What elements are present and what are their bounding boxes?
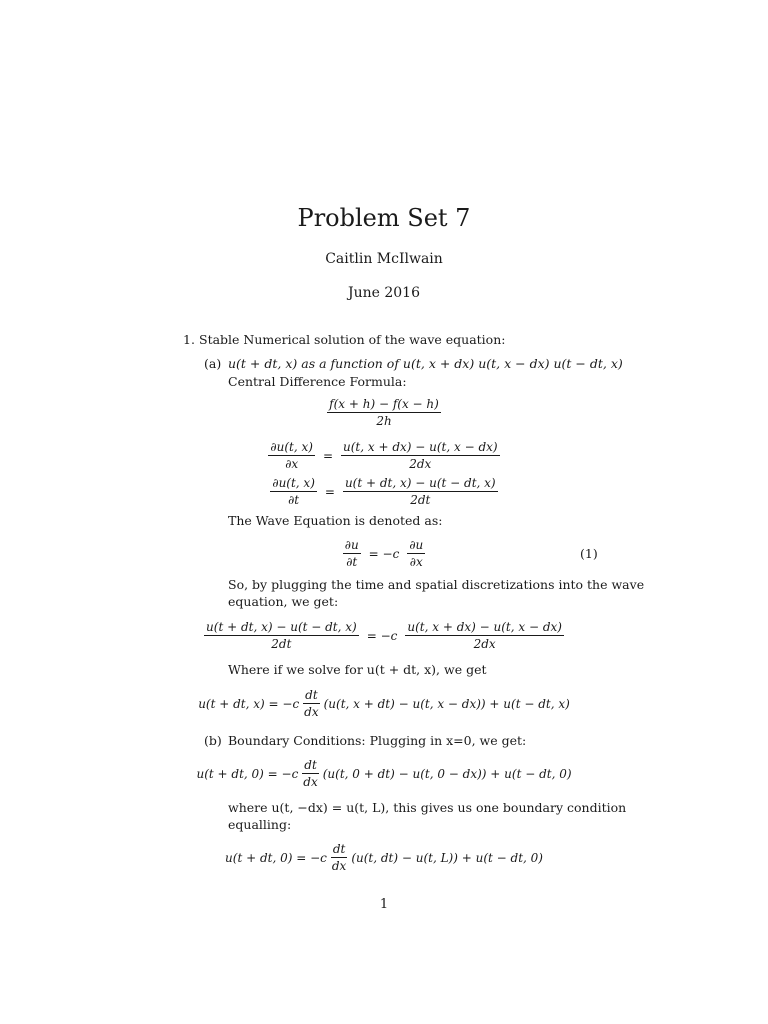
cdf-numerator: f(x + h) − f(x − h)	[329, 397, 439, 411]
equation-rhs: (u(t, x + dt) − u(t, x − dx)) + u(t − dt, x)	[323, 696, 570, 711]
problem-heading: Stable Numerical solution of the wave equation:	[199, 332, 506, 347]
equals-minus-c: = −c	[366, 628, 398, 643]
fraction-denominator: dx	[331, 859, 347, 873]
document-date: June 2016	[347, 285, 420, 301]
fraction-numerator: ∂u	[409, 538, 424, 552]
equation-number: (1)	[580, 546, 598, 561]
problem-number: 1.	[183, 332, 195, 347]
equals-minus-c: = −c	[368, 546, 400, 561]
equation-lhs: u(t + dt, 0) = −c	[196, 766, 299, 781]
wave-equation-label: The Wave Equation is denoted as:	[228, 513, 443, 528]
fraction-denominator: ∂x	[409, 555, 423, 569]
boundary-equation-2	[0, 842, 768, 873]
where-text-line2: equalling:	[228, 817, 292, 832]
boundary-equation-1	[0, 758, 768, 789]
document-title: Problem Set 7	[297, 204, 471, 232]
fraction-numerator: dt	[305, 688, 318, 702]
fraction-numerator: u(t, x + dx) − u(t, x − dx)	[407, 620, 562, 634]
page-number: 1	[379, 897, 389, 912]
equation-lhs: u(t + dt, 0) = −c	[225, 850, 327, 865]
fraction-denominator: 2dx	[473, 637, 496, 651]
fraction-denominator: 2dx	[409, 457, 432, 471]
solved-equation	[0, 688, 768, 719]
part-a-statement: u(t + dt, x) as a function of u(t, x + dx) u(t, x − dx) u(t − dt, x)	[228, 356, 623, 371]
partial-t-equation	[0, 476, 768, 507]
fraction-denominator: ∂x	[285, 457, 299, 471]
fraction-denominator: 2dt	[410, 493, 431, 507]
fraction-numerator: ∂u(t, x)	[270, 440, 313, 454]
fraction-numerator: ∂u	[344, 538, 359, 552]
central-difference-formula	[0, 397, 768, 428]
plug-text-line2: equation, we get:	[228, 594, 339, 609]
part-b-label: (b)	[204, 733, 222, 748]
equation-rhs: (u(t, dt) − u(t, L)) + u(t − dt, 0)	[351, 850, 543, 865]
fraction-numerator: u(t, x + dx) − u(t, x − dx)	[343, 440, 498, 454]
plug-text-line1: So, by plugging the time and spatial discretizations into the wave	[228, 577, 645, 592]
wave-equation	[0, 538, 768, 569]
cdf-denominator: 2h	[376, 414, 392, 428]
author-name: Caitlin McIlwain	[325, 251, 443, 267]
fraction-denominator: ∂t	[288, 493, 300, 507]
cdf-label: Central Difference Formula:	[228, 374, 407, 389]
fraction-numerator: u(t + dt, x) − u(t − dt, x)	[206, 620, 357, 634]
where-text-line1: where u(t, −dx) = u(t, L), this gives us one boundary condition	[228, 800, 627, 815]
fraction-denominator: 2dt	[271, 637, 292, 651]
partial-x-equation	[0, 440, 768, 471]
equation-rhs: (u(t, 0 + dt) − u(t, 0 − dx)) + u(t − dt, 0)	[322, 766, 572, 781]
discretized-wave-equation	[0, 620, 768, 651]
equals-sign: =	[322, 448, 333, 463]
equals-sign: =	[324, 484, 335, 499]
solve-text: Where if we solve for u(t + dt, x), we get	[228, 662, 487, 677]
fraction-denominator: ∂t	[346, 555, 358, 569]
fraction-denominator: dx	[304, 705, 319, 719]
equation-lhs: u(t + dt, x) = −c	[198, 696, 300, 711]
fraction-numerator: ∂u(t, x)	[272, 476, 315, 490]
fraction-numerator: dt	[304, 758, 317, 772]
fraction-numerator: dt	[332, 842, 346, 856]
fraction-denominator: dx	[303, 775, 318, 789]
fraction-numerator: u(t + dt, x) − u(t − dt, x)	[344, 476, 496, 490]
part-a-label: (a)	[204, 356, 222, 371]
part-b-statement: Boundary Conditions: Plugging in x=0, we get:	[228, 733, 527, 748]
